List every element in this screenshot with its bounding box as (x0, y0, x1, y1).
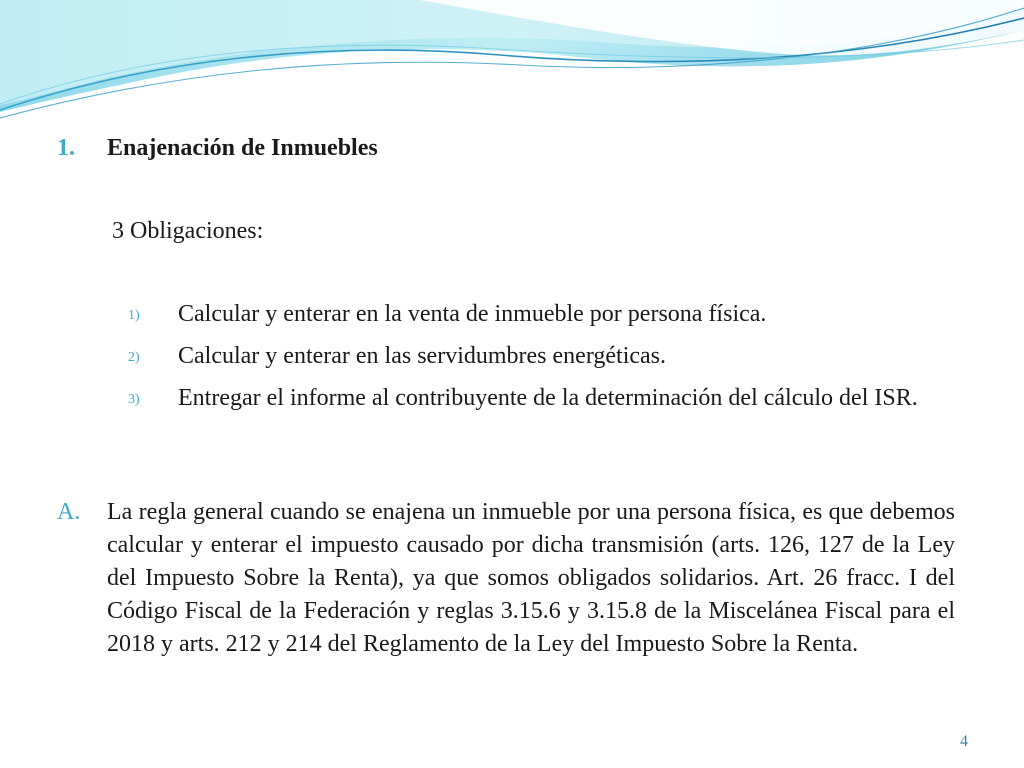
list-marker: 1) (128, 308, 140, 323)
list-marker: 2) (128, 350, 140, 365)
list-item-text: Entregar el informe al contribuyente de la determinación del cálculo del ISR. (178, 385, 918, 411)
heading-text: Enajenación de Inmuebles (107, 135, 378, 161)
list-item-text: Calcular y enterar en la venta de inmueble por persona física. (178, 301, 767, 327)
paragraph-text: La regla general cuando se enajena un inmueble por una persona física, es que debemos calcular y enterar el impuesto causado por dicha transmisión (arts. 126, 127 de la Ley del Impuesto Sobre la Renta), ya que somos obligados solidarios. Art. 26 fracc. I del Código Fiscal de la Federación y reglas 3.15.6 y 3.15.8 de la Miscelánea Fiscal para el 2018 y arts. 212 y 214 del Reglamento de la Ley del Impuesto Sobre la Renta. (107, 499, 955, 657)
page-number: 4 (960, 733, 968, 750)
obligations-subheading: 3 Obligaciones: (112, 218, 264, 244)
paragraph-marker: A. (57, 499, 81, 525)
obligations-list (128, 299, 958, 425)
list-marker: 3) (128, 392, 140, 407)
list-item (128, 341, 958, 372)
list-item (128, 383, 958, 414)
heading-number: 1. (57, 135, 75, 161)
general-rule-paragraph (57, 496, 955, 661)
section-heading (57, 135, 378, 162)
list-item-text: Calcular y enterar en las servidumbres energéticas. (178, 343, 667, 369)
list-item (128, 299, 958, 330)
header-wave-decoration (0, 0, 1024, 130)
